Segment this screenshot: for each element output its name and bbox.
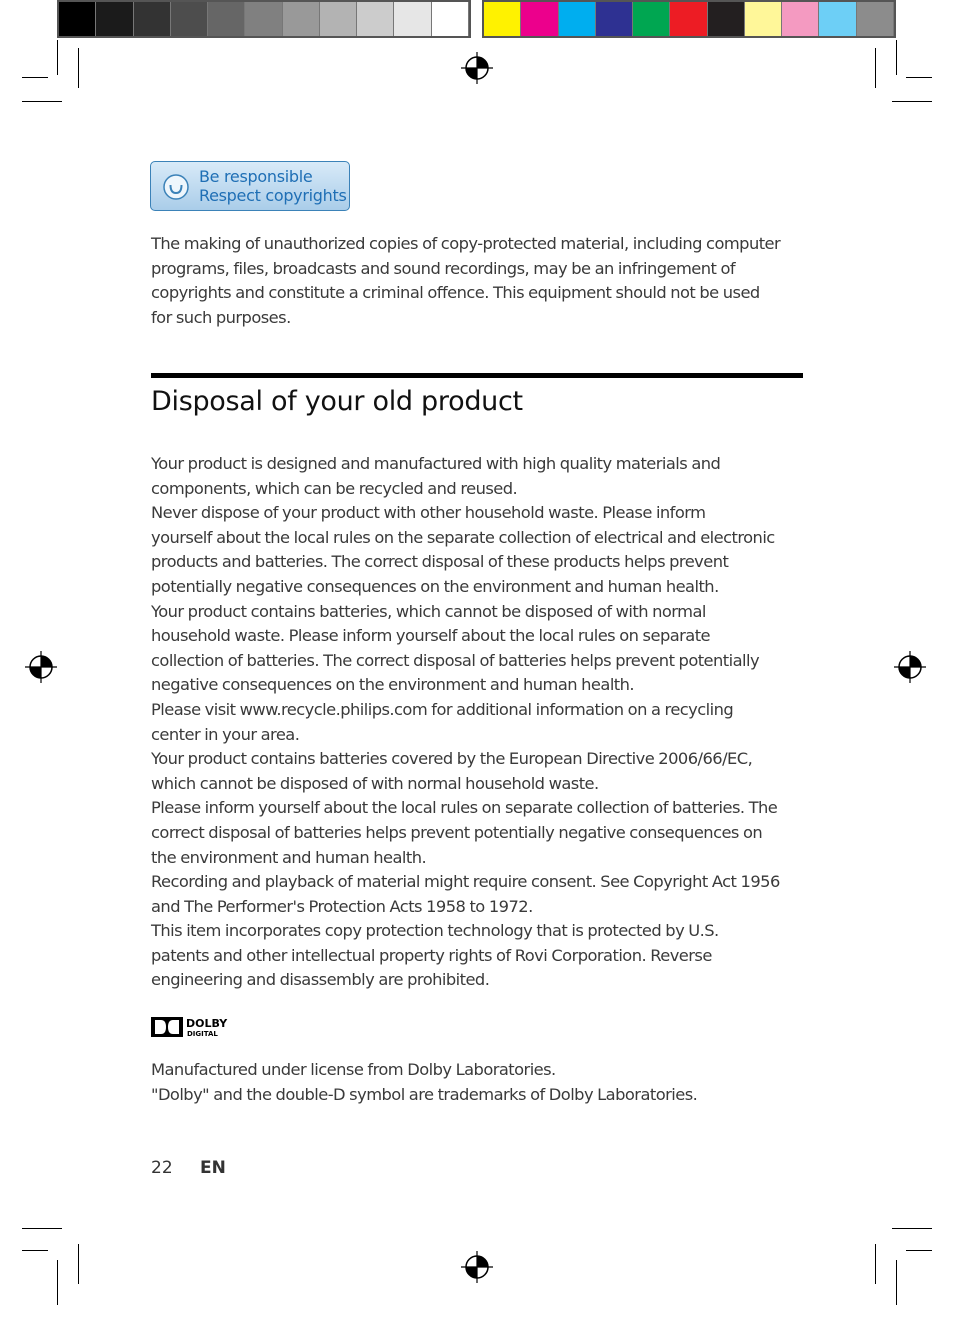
crop-mark <box>78 48 79 88</box>
text-line: Recording and playback of material might require consent. See Copyright Act 1956 <box>151 872 780 892</box>
process-color-bar <box>482 0 896 38</box>
text-line: Please visit www.recycle.philips.com for additional information on a recycling <box>151 699 734 719</box>
crop-mark <box>22 1228 62 1229</box>
crop-mark <box>22 101 62 102</box>
text-line: Please inform yourself about the local rules on separate collection of batteries. The <box>151 798 778 818</box>
text-line: potentially negative consequences on the environment and human health. <box>151 576 719 596</box>
grayscale-swatch <box>134 2 171 36</box>
registration-mark-icon <box>461 52 493 84</box>
grayscale-swatch <box>394 2 431 36</box>
grayscale-swatch <box>96 2 133 36</box>
grayscale-swatch <box>320 2 357 36</box>
text-line: components, which can be recycled and reused. <box>151 478 518 498</box>
crop-mark <box>22 77 48 78</box>
text-line: collection of batteries. The correct disposal of batteries helps prevent potentially <box>151 650 760 670</box>
crop-mark <box>57 1260 58 1305</box>
crop-mark <box>875 48 876 88</box>
crop-mark <box>906 1250 932 1251</box>
text-line: programs, files, broadcasts and sound recordings, may be an infringement of <box>151 258 736 278</box>
respect-copyrights-badge <box>150 161 350 211</box>
language-label: EN <box>200 1158 226 1178</box>
crop-mark <box>896 40 897 75</box>
crop-mark <box>892 101 932 102</box>
text-line: correct disposal of batteries helps prevent potentially negative consequences on <box>151 822 763 842</box>
registration-mark-icon <box>461 1251 493 1283</box>
copyright-notice <box>151 232 803 330</box>
text-line: center in your area. <box>151 724 300 744</box>
dolby-digital-logo <box>151 1014 241 1040</box>
text-line: Your product is designed and manufactured with high quality materials and <box>151 454 721 473</box>
crop-mark <box>22 1250 48 1251</box>
copyright-respect-icon <box>163 174 189 200</box>
text-line: household waste. Please inform yourself about the local rules on separate <box>151 626 711 646</box>
dolby-license-text <box>151 1058 803 1107</box>
process-color-swatch <box>857 2 894 36</box>
process-color-swatch <box>596 2 633 36</box>
text-line: Your product contains batteries covered by the European Directive 2006/66/EC, <box>151 749 753 769</box>
grayscale-swatch <box>245 2 282 36</box>
dolby-brand-text: DOLBY <box>186 1017 228 1030</box>
crop-mark <box>875 1244 876 1284</box>
text-line: for such purposes. <box>151 307 291 327</box>
process-color-swatch <box>782 2 819 36</box>
crop-mark <box>896 1260 897 1305</box>
grayscale-swatch <box>283 2 320 36</box>
text-line: copyrights and constitute a criminal offence. This equipment should not be used <box>151 283 760 303</box>
crop-mark <box>906 77 932 78</box>
crop-mark <box>78 1244 79 1284</box>
text-line: engineering and disassembly are prohibited. <box>151 970 490 990</box>
text-line: Never dispose of your product with other household waste. Please inform <box>151 503 706 523</box>
text-line: The making of unauthorized copies of copy-protected material, including computer <box>151 234 781 253</box>
grayscale-swatch <box>432 2 469 36</box>
badge-text <box>199 167 346 205</box>
text-line: This item incorporates copy protection technology that is protected by U.S. <box>151 921 719 941</box>
text-line: which cannot be disposed of with normal household waste. <box>151 773 599 793</box>
registration-mark-icon <box>894 651 926 683</box>
text-line: Manufactured under license from Dolby Laboratories. <box>151 1060 556 1079</box>
grayscale-swatch <box>59 2 96 36</box>
badge-line-2: Respect copyrights <box>199 186 347 205</box>
page-number: 22 <box>151 1158 173 1178</box>
process-color-swatch <box>521 2 558 36</box>
section-title: Disposal of your old product <box>151 386 523 417</box>
disposal-text <box>151 452 803 993</box>
process-color-swatch <box>559 2 596 36</box>
text-line: "Dolby" and the double-D symbol are trademarks of Dolby Laboratories. <box>151 1084 698 1104</box>
process-color-swatch <box>708 2 745 36</box>
process-color-swatch <box>633 2 670 36</box>
text-line: patents and other intellectual property rights of Rovi Corporation. Reverse <box>151 945 712 965</box>
grayscale-swatch <box>357 2 394 36</box>
dolby-sub-text: DIGITAL <box>187 1030 218 1038</box>
grayscale-swatch <box>208 2 245 36</box>
grayscale-color-bar <box>57 0 471 38</box>
registration-mark-icon <box>25 651 57 683</box>
process-color-swatch <box>745 2 782 36</box>
text-line: yourself about the local rules on the separate collection of electrical and electronic <box>151 527 775 547</box>
text-line: and The Performer's Protection Acts 1958 to 1972. <box>151 896 533 916</box>
text-line: products and batteries. The correct disposal of these products helps prevent <box>151 552 729 572</box>
process-color-swatch <box>484 2 521 36</box>
text-line: Your product contains batteries, which cannot be disposed of with normal <box>151 601 706 621</box>
section-divider <box>151 373 803 378</box>
text-line: negative consequences on the environment and human health. <box>151 675 635 695</box>
badge-line-1: Be responsible <box>199 167 313 186</box>
crop-mark <box>57 40 58 75</box>
text-line: the environment and human health. <box>151 847 427 867</box>
crop-mark <box>892 1228 932 1229</box>
process-color-swatch <box>819 2 856 36</box>
process-color-swatch <box>670 2 707 36</box>
grayscale-swatch <box>171 2 208 36</box>
